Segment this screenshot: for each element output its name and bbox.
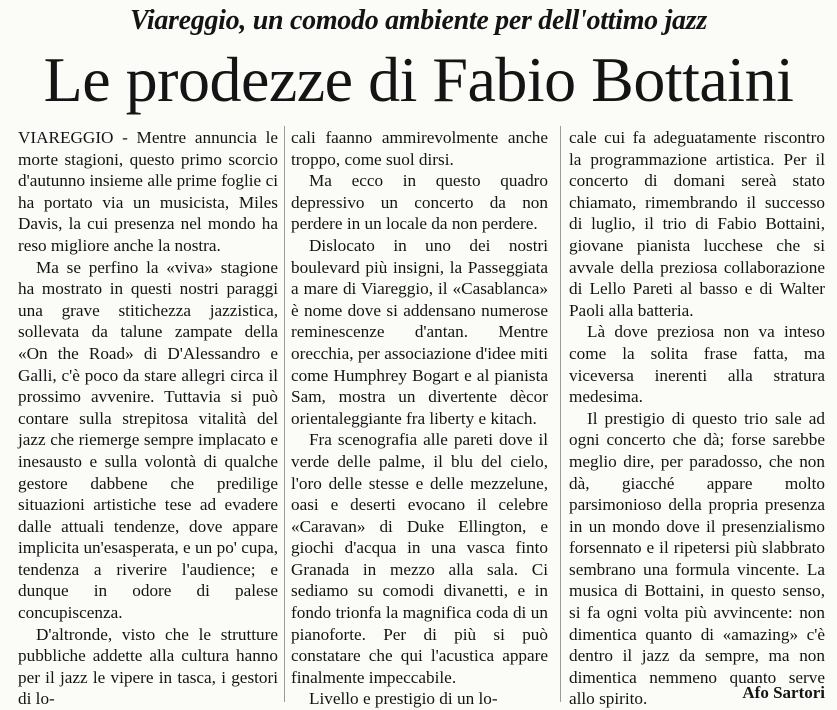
paragraph: Il prestigio di questo trio sale ad ogni concerto che dà; forse sarebbe meglio dire, per paradosso, che non dà, giacché appare molto parsimonioso della propria presenza in un mondo dove il presenzialismo forsennato e il ripetersi più slabbrato sembrano una formula vincente. La musica di Bottaini, in questo senso, si fa ogni volta più avvincente: non dimentica quanto di «amazing» c'è dentro il jazz da sempre, ma non dimentica nemmeno quanto serve allo spirito. — [569, 408, 825, 709]
paragraph: VIAREGGIO - Mentre annuncia le morte stagioni, questo primo scorcio d'autunno insieme alle prime foglie ci ha portato via un musicista, Miles Davis, la cui presenza nel mondo ha reso migliore anche la nostra. — [18, 128, 278, 255]
paragraph: cale cui fa adeguatamente riscontro la programmazione artistica. Per il concerto di domani sereà stato chiamato, rimembrando il successo di luglio, il trio di Fabio Bottaini, giovane pianista lucchese che si avvale della preziosa collaborazione di Lello Pareti al basso e di Walter Paoli alla batteria. — [569, 128, 825, 320]
column-divider — [560, 126, 561, 702]
article-column-1 — [18, 127, 278, 710]
paragraph: Ma se perfino la «viva» stagione ha mostrato in questi nostri paraggi una grave stitichezza jazzistica, sollevata da talune zampate della «On the Road» di D'Alessandro e Galli, c'è poco da stare allegri circa il prossimo avvenire. Tuttavia si può contare sulla strepitosa vitalità del jazz che riemerge sempre implacato e inesausto e sulla volontà di qualche gestore dabbene che predilige situazioni artistiche tese ad evadere dalle attuali tendenze, dove appare implicita un'esasperata, e un po' cupa, tendenza a riverire l'audience; e dunque in odore di palese concupiscenza. — [18, 257, 278, 623]
article-column-3 — [569, 127, 825, 710]
paragraph: Ma ecco in questo quadro depressivo un concerto da non perdere in un locale da non perdere. — [291, 171, 548, 234]
paragraph: D'altronde, visto che le strutture pubbliche addette alla cultura hanno per il jazz le vipere in tasca, i gestori di lo- — [18, 624, 278, 709]
article-kicker: Viareggio, un comodo ambiente per dell'ottimo jazz — [130, 5, 707, 36]
paragraph: Dislocato in uno dei nostri boulevard più insigni, la Passeggiata a mare di Viareggio, il «Casablanca» è nome dove si addensano numerose reminescenze d'antan. Mentre orecchia, per associazione d'idee miti come Humphrey Bogart e al pianista Sam, mostra un divertente dècor orientaleggiante fra liberty e kitach. — [291, 235, 548, 428]
paragraph: Là dove preziosa non va inteso come la solita frase fatta, ma viceversa inerenti alla stratura medesima. — [569, 322, 825, 407]
article-byline: Afo Sartori — [742, 683, 825, 702]
paragraph: cali faanno ammirevolmente anche troppo, come suol dirsi. — [291, 128, 548, 169]
paragraph: Fra scenografia alle pareti dove il verde delle palme, il blu del cielo, l'oro delle stesse e delle mezzelune, oasi e deserti evocano il celebre «Caravan» di Duke Ellington, e giochi d'acqua in una vasca finto Granada in mezzo alla sala. Ci sediamo su comodi divanetti, e in fondo trionfa la magnifica coda di un pianoforte. Per di più si può constatare che qui l'acustica appare finalmente impeccabile. — [291, 430, 548, 687]
paragraph: Livello e prestigio di un lo- — [309, 689, 498, 709]
column-divider — [284, 126, 285, 702]
article-column-2 — [291, 127, 548, 710]
article-headline: Le prodezze di Fabio Bottaini — [43, 44, 794, 115]
